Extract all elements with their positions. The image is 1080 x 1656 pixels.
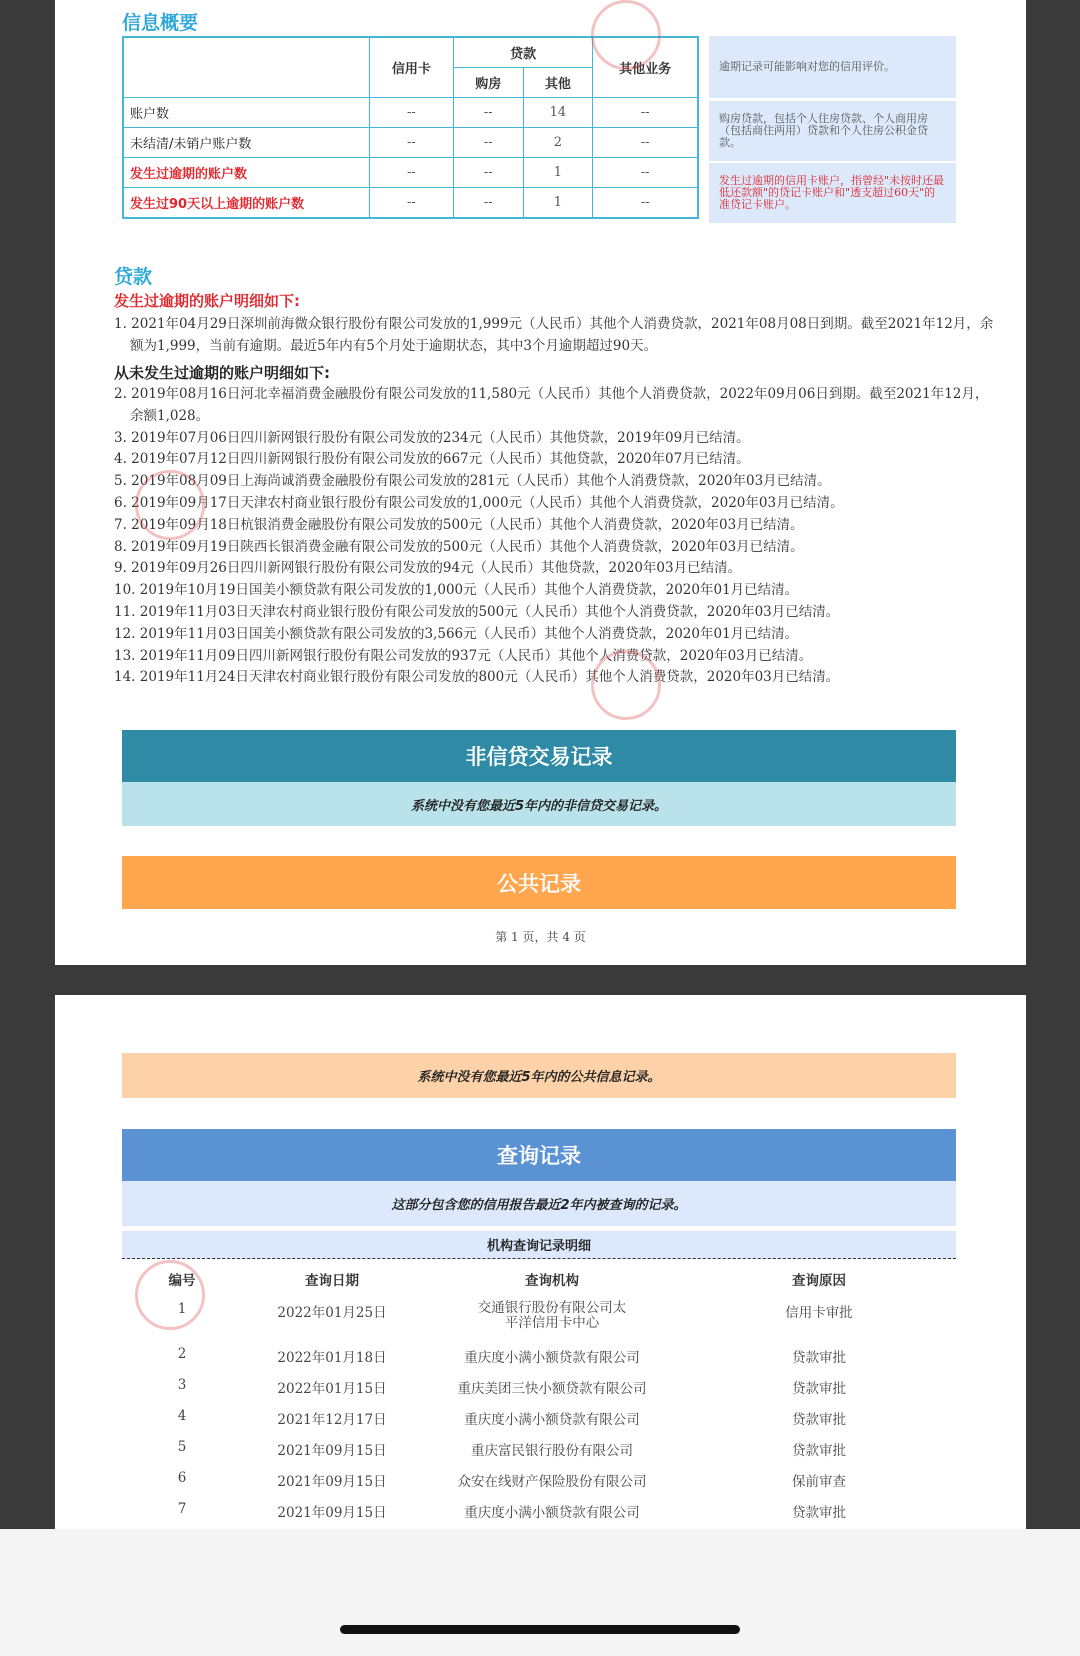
list-item: 8. 2019年09月19日陕西长银消费金融有限公司发放的500元（人民币）其他个人消费贷款，2020年03月已结清。 <box>114 538 804 555</box>
report-page-2 <box>55 995 1026 1529</box>
list-item: 6. 2019年09月17日天津农村商业银行股份有限公司发放的1,000元（人民币）其他个人消费贷款，2020年03月已结清。 <box>114 494 844 511</box>
cell-date: 2022年01月15日 <box>277 1381 387 1397</box>
non-credit-title: 非信贷交易记录 <box>122 730 956 782</box>
cell-house: -- <box>454 98 524 128</box>
side-note-housing: 购房贷款，包括个人住房贷款、个人商用房（包括商住两用）贷款和个人住房公积金贷款。 <box>709 101 956 161</box>
table-row <box>122 1501 956 1521</box>
home-indicator[interactable] <box>340 1625 740 1634</box>
query-table-header <box>122 1269 956 1289</box>
header-date: 查询日期 <box>305 1273 359 1289</box>
list-item: 10. 2019年10月19日国美小额贷款有限公司发放的1,000元（人民币）其他个人消费贷款，2020年01月已结清。 <box>114 582 799 599</box>
cell-org: 重庆度小满小额贷款有限公司 <box>464 1505 640 1521</box>
cell-no: 5 <box>177 1439 187 1455</box>
col-loan: 贷款 <box>454 37 593 68</box>
list-item: 12. 2019年11月03日国美小额贷款有限公司发放的3,566元（人民币）其他个人消费贷款，2020年01月已结清。 <box>114 625 799 642</box>
cell-reason: 保前审查 <box>792 1474 846 1490</box>
public-records-note: 系统中没有您最近5年内的公共信息记录。 <box>122 1053 956 1098</box>
list-item: 2. 2019年08月16日河北幸福消费金融股份有限公司发放的11,580元（人民币）其他个人消费贷款，2022年09月06日到期。截至2021年12月，余额1,028。 <box>114 386 989 424</box>
cell-org: 重庆度小满小额贷款有限公司 <box>464 1350 640 1366</box>
cell-no: 2 <box>177 1346 187 1362</box>
cell-org: 交通银行股份有限公司太平洋信用卡中心 <box>477 1300 627 1331</box>
table-row <box>123 98 698 128</box>
list-item: 14. 2019年11月24日天津农村商业银行股份有限公司发放的800元（人民币）其他个人消费贷款，2020年03月已结清。 <box>114 669 840 686</box>
cell-house: -- <box>454 158 524 188</box>
cell-date: 2021年09月15日 <box>277 1505 387 1521</box>
cell-reason: 贷款审批 <box>792 1381 846 1397</box>
cell-reason: 贷款审批 <box>792 1443 846 1459</box>
col-other-business: 其他业务 <box>593 37 698 98</box>
cell-org: 重庆美团三快小额贷款有限公司 <box>457 1381 647 1397</box>
cell-no: 1 <box>177 1301 187 1317</box>
cell-date: 2022年01月25日 <box>277 1305 387 1321</box>
cell-no: 7 <box>177 1501 187 1517</box>
cell-reason: 贷款审批 <box>792 1350 846 1366</box>
table-row <box>123 158 698 188</box>
loan-title: 贷款 <box>114 266 153 288</box>
header-reason: 查询原因 <box>792 1273 846 1289</box>
query-records-note: 这部分包含您的信用报告最近2年内被查询的记录。 <box>122 1181 956 1226</box>
table-row <box>122 1377 956 1397</box>
query-records-title: 查询记录 <box>122 1129 956 1181</box>
col-other: 其他 <box>523 68 593 98</box>
cell-reason: 贷款审批 <box>792 1412 846 1428</box>
cell-date: 2021年12月17日 <box>277 1412 387 1428</box>
cell-other: 14 <box>523 98 593 128</box>
overdue-subtitle: 发生过逾期的账户明细如下: <box>114 292 300 310</box>
normal-list <box>114 384 994 689</box>
non-credit-note: 系统中没有您最近5年内的非信贷交易记录。 <box>122 782 956 826</box>
cell-no: 4 <box>177 1408 187 1424</box>
cell-house: -- <box>454 188 524 219</box>
row-label: 发生过逾期的账户数 <box>123 158 369 188</box>
table-row <box>122 1301 956 1331</box>
cell-date: 2022年01月18日 <box>277 1350 387 1366</box>
table-row <box>122 1408 956 1428</box>
cell-biz: -- <box>593 188 698 219</box>
cell-reason: 贷款审批 <box>792 1505 846 1521</box>
list-item: 11. 2019年11月03日天津农村商业银行股份有限公司发放的500元（人民币）其他个人消费贷款，2020年03月已结清。 <box>114 603 840 620</box>
cell-cc: -- <box>369 98 453 128</box>
cell-biz: -- <box>593 128 698 158</box>
cell-date: 2021年09月15日 <box>277 1474 387 1490</box>
cell-reason: 信用卡审批 <box>785 1305 853 1321</box>
table-row <box>122 1439 956 1459</box>
col-credit-card: 信用卡 <box>369 37 453 98</box>
bottom-bar <box>0 1529 1080 1656</box>
row-label: 发生过90天以上逾期的账户数 <box>123 188 369 219</box>
cell-org: 重庆富民银行股份有限公司 <box>471 1443 633 1459</box>
cell-org: 众安在线财产保险股份有限公司 <box>457 1474 647 1490</box>
list-item: 1. 2021年04月29日深圳前海微众银行股份有限公司发放的1,999元（人民币）其他个人消费贷款，2021年08月08日到期。截至2021年12月，余额为1,999，当前有逾期。最近5年内有5个月处于逾期状态，其中3个月逾期超过90天。 <box>114 316 994 354</box>
list-item: 13. 2019年11月09日四川新网银行股份有限公司发放的937元（人民币）其他个人消费贷款，2020年03月已结清。 <box>114 647 813 664</box>
side-note-overdue: 逾期记录可能影响对您的信用评价。 <box>709 36 956 98</box>
header-org: 查询机构 <box>525 1273 579 1289</box>
cell-biz: -- <box>593 158 698 188</box>
cell-house: -- <box>454 128 524 158</box>
table-row <box>123 128 698 158</box>
table-row <box>123 188 698 219</box>
side-note-credit-card: 发生过逾期的信用卡账户，指曾经"未按时还最低还款额"的贷记卡账户和"透支超过60天"的准贷记卡账户。 <box>709 163 956 223</box>
table-row <box>122 1470 956 1490</box>
list-item: 3. 2019年07月06日四川新网银行股份有限公司发放的234元（人民币）其他贷款，2019年09月已结清。 <box>114 429 750 446</box>
col-housing: 购房 <box>454 68 524 98</box>
row-label: 账户数 <box>123 98 369 128</box>
page-number: 第 1 页，共 4 页 <box>495 930 586 944</box>
cell-cc: -- <box>369 158 453 188</box>
overview-title: 信息概要 <box>122 12 199 34</box>
overdue-list <box>114 314 994 358</box>
list-item: 5. 2019年08月09日上海尚诚消费金融股份有限公司发放的281元（人民币）其他个人消费贷款，2020年03月已结清。 <box>114 473 831 490</box>
query-detail-title: 机构查询记录明细 <box>122 1231 956 1259</box>
normal-subtitle: 从未发生过逾期的账户明细如下: <box>114 364 331 382</box>
report-page-1 <box>55 0 1026 965</box>
table-row <box>122 1346 956 1366</box>
cell-no: 3 <box>177 1377 187 1393</box>
row-label: 未结清/未销户账户数 <box>123 128 369 158</box>
overview-table <box>122 36 699 219</box>
cell-other: 2 <box>523 128 593 158</box>
list-item: 9. 2019年09月26日四川新网银行股份有限公司发放的94元（人民币）其他贷款，2020年03月已结清。 <box>114 560 742 577</box>
header-no: 编号 <box>168 1273 196 1289</box>
cell-other: 1 <box>523 188 593 219</box>
cell-org: 重庆度小满小额贷款有限公司 <box>464 1412 640 1428</box>
cell-cc: -- <box>369 128 453 158</box>
cell-cc: -- <box>369 188 453 219</box>
cell-biz: -- <box>593 98 698 128</box>
public-records-title: 公共记录 <box>122 856 956 909</box>
cell-date: 2021年09月15日 <box>277 1443 387 1459</box>
cell-other: 1 <box>523 158 593 188</box>
list-item: 4. 2019年07月12日四川新网银行股份有限公司发放的667元（人民币）其他贷款，2020年07月已结清。 <box>114 451 750 468</box>
list-item: 7. 2019年09月18日杭银消费金融股份有限公司发放的500元（人民币）其他个人消费贷款，2020年03月已结清。 <box>114 516 804 533</box>
cell-no: 6 <box>177 1470 187 1486</box>
